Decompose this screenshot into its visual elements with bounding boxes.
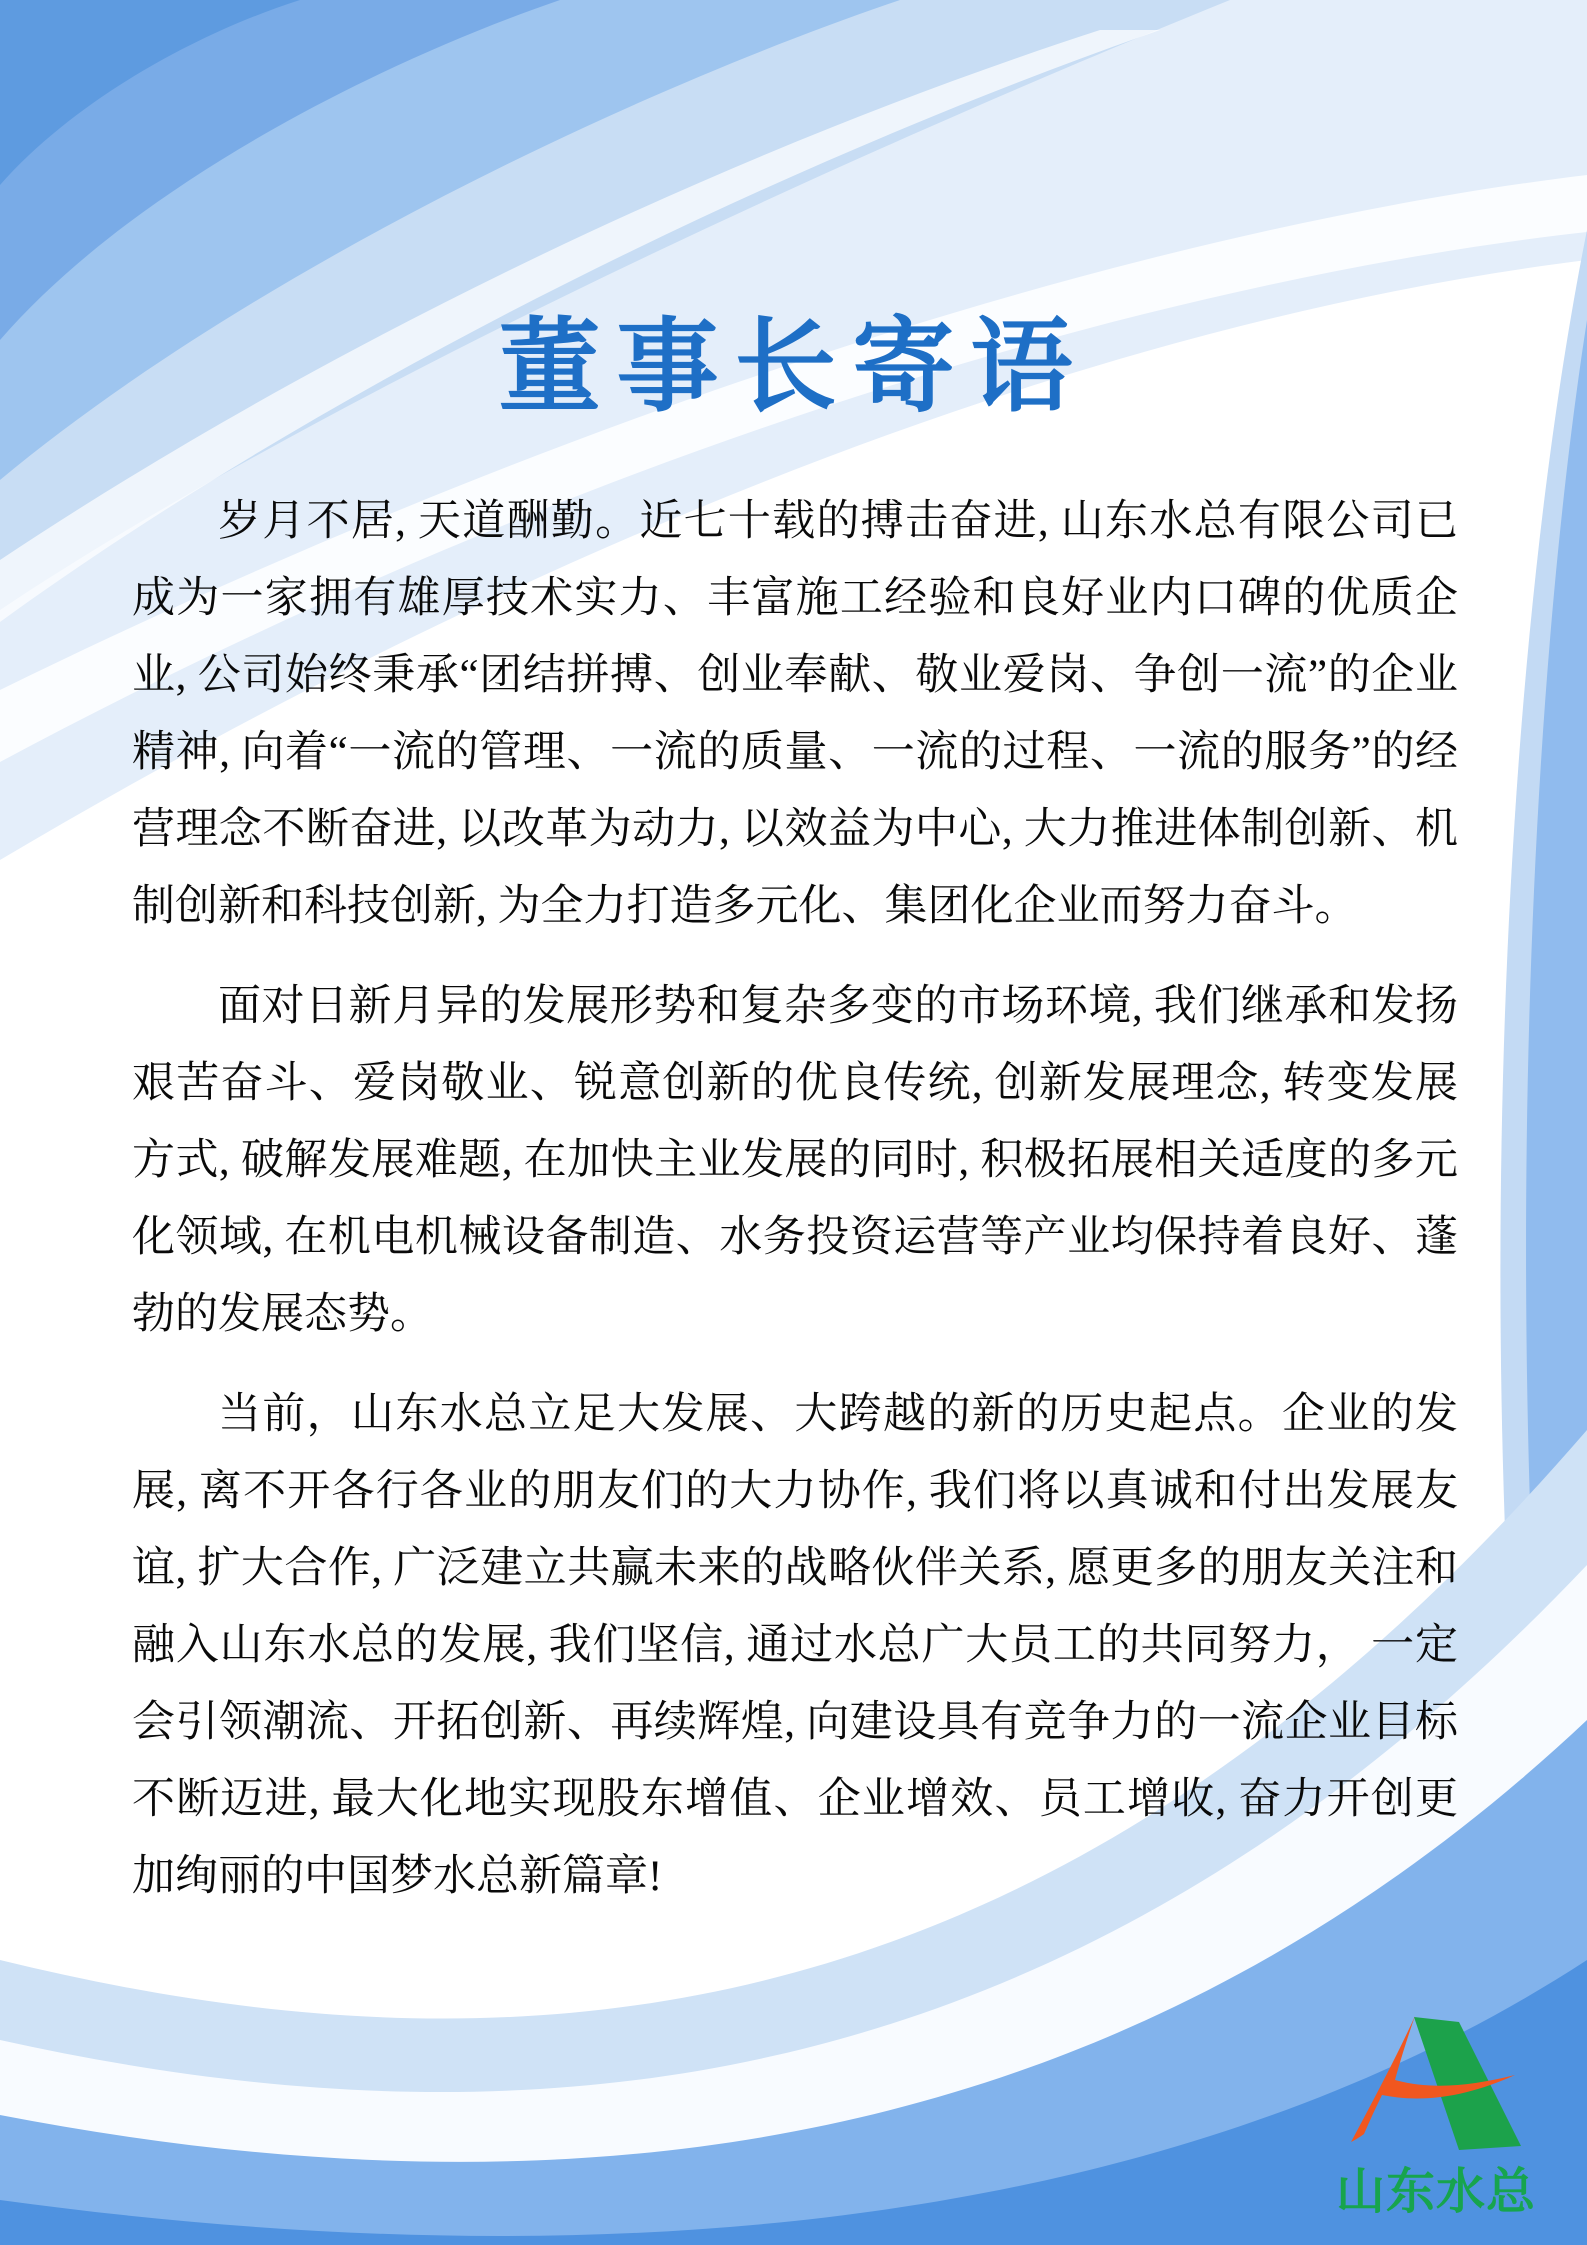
paragraph-company-history: 岁月不居, 天道酬勤。近七十载的搏击奋进, 山东水总有限公司已成为一家拥有雄厚技术实力、丰富施工经验和良好业内口碑的优质企业, 公司始终秉承“团结拼搏、创业奉献、敬业爱岗、争创一流”的企业精神, 向着“一流的管理、一流的质量、一流的过程、一流的服务”的经营理念不断奋进, 以改革为动力, 以效益为中心, 大力推进体制创新、机制创新和科技创新, 为全力打造多元化、集团化企业而努力奋斗。 — [132, 498, 1458, 930]
paragraph-development-strategy: 面对日新月异的发展形势和复杂多变的市场环境, 我们继承和发扬艰苦奋斗、爱岗敬业、锐意创新的优良传统, 创新发展理念, 转变发展方式, 破解发展难题, 在加快主业发展的同时, 积极拓展相关适度的多元化领域, 在机电机械设备制造、水务投资运营等产业均保持着良好、蓬勃的发展态势。 — [132, 983, 1458, 1338]
logo-text: 山东水总 — [1336, 2163, 1537, 2220]
logo-green-stroke — [1414, 2017, 1521, 2150]
message-body — [132, 483, 1458, 1938]
page-title: 董事长寄语 — [498, 308, 1089, 427]
paragraph-future-outlook: 当前，山东水总立足大发展、大跨越的新的历史起点。企业的发展, 离不开各行各业的朋友们的大力协作, 我们将以真诚和付出发展友谊, 扩大合作, 广泛建立共赢未来的战略伙伴关系, 愿更多的朋友关注和融入山东水总的发展, 我们坚信, 通过水总广大员工的共同努力， 一定会引领潮流、开拓创新、再续辉煌, 向建设具有竞争力的一流企业目标不断迈进, 最大化地实现股东增值、企业增效、员工增收, 奋力开创更加绚丽的中国梦水总新篇章! — [132, 1391, 1458, 1900]
company-logo — [1336, 2016, 1536, 2219]
logo-a-mark-icon — [1351, 2016, 1522, 2151]
